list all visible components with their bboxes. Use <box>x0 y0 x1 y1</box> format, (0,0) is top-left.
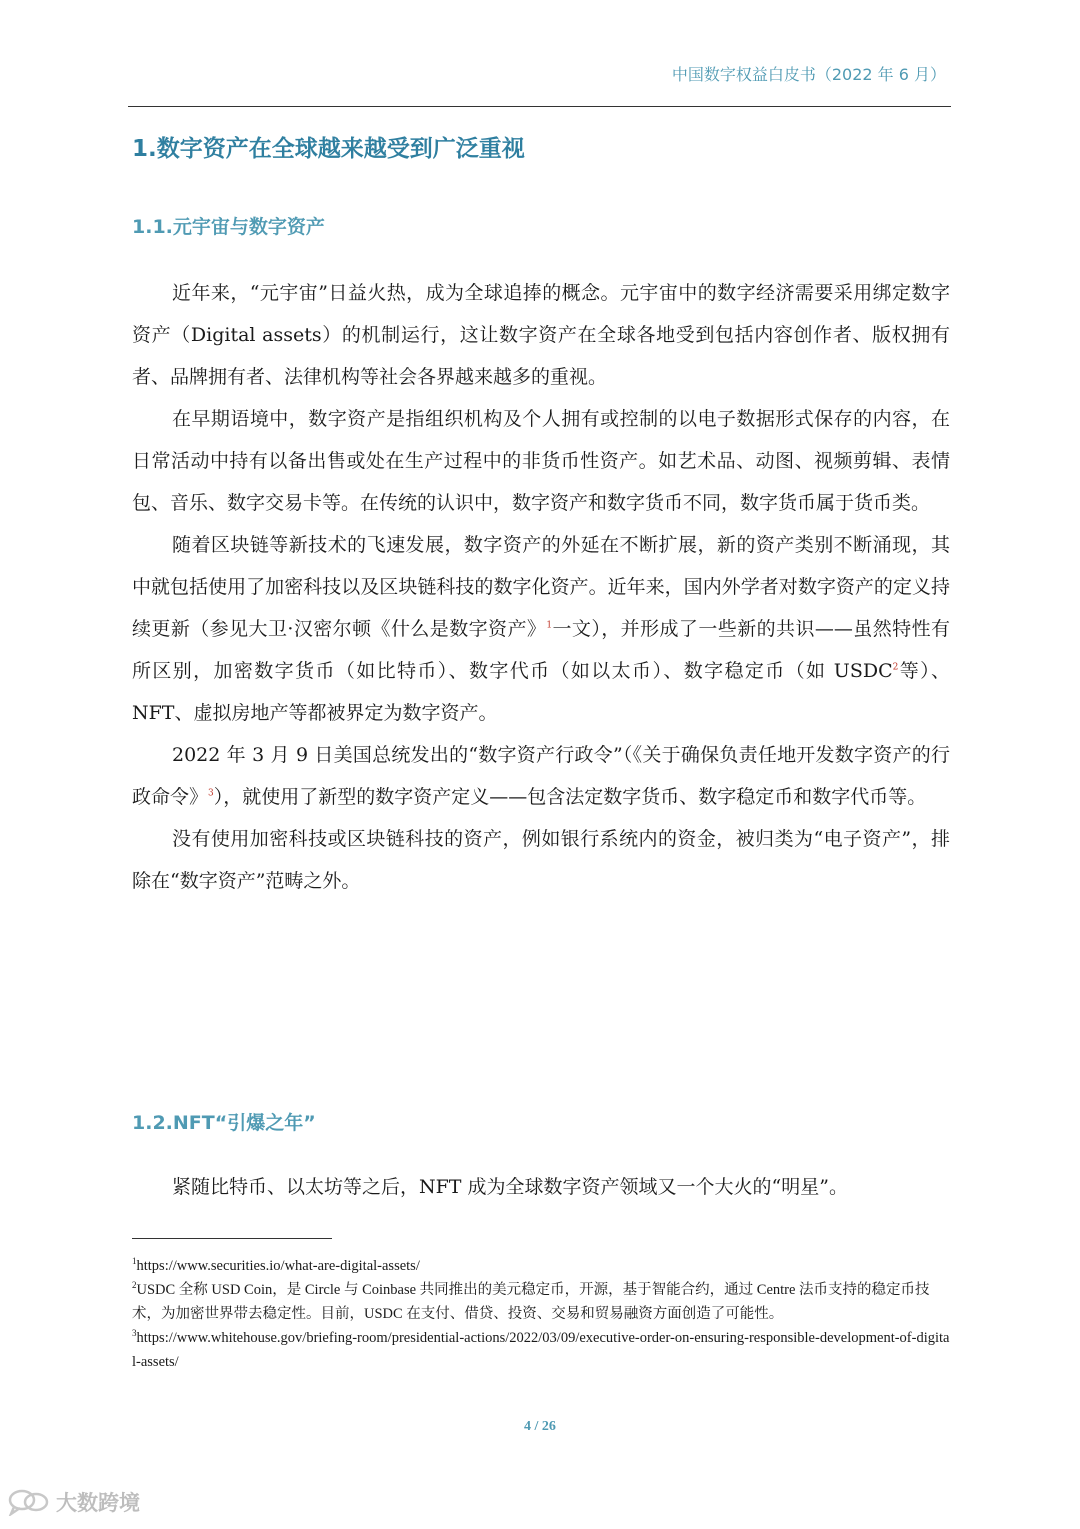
running-header: 中国数字权益白皮书（2022 年 6 月） <box>671 65 946 84</box>
footnote-1: $^1$https://www.securities.io/what-are-digital-assets/ <box>132 1256 420 1274</box>
paragraph: 紧随比特币、以太坊等之后，NFT 成为全球数字资产领域又一个大火的“明星”。 <box>172 1176 848 1198</box>
footnote-3: $^3$https://www.whitehouse.gov/briefing-room/presidential-actions/2022/03/09/executive-order-on-ensuring-responsible-development-of-digital-assets/ <box>132 1328 950 1370</box>
page-number: 4 / 26 <box>524 1419 556 1434</box>
section-1-1-body <box>132 272 950 902</box>
paragraph: 2022 年 3 月 9 日美国总统发出的“数字资产行政令”（《关于确保负责任地开发数字资产的行政命令》$^3$），就使用了新型的数字资产定义——包含法定数字货币、数字稳定币和数字代币等。 <box>132 744 950 808</box>
paragraph: 随着区块链等新技术的飞速发展，数字资产的外延在不断扩展，新的资产类别不断涌现，其中就包括使用了加密科技以及区块链科技的数字化资产。近年来，国内外学者对数字资产的定义持续更新（参见大卫·汉密尔顿《什么是数字资产》$^1$一文），并形成了一些新的共识——虽然特性有所区别，加密数字货币（如比特币）、数字代币（如以太币）、数字稳定币（如 USDC$^2$等）、NFT、虚拟房地产等都被界定为数字资产。 <box>132 534 950 724</box>
footnote-ref[interactable]: 3 <box>208 788 214 799</box>
paragraph: 没有使用加密科技或区块链科技的资产，例如银行系统内的资金，被归类为“电子资产”，排除在“数字资产”范畴之外。 <box>132 828 950 892</box>
footnote-2: $^2$USDC 全称 USD Coin，是 Circle 与 Coinbase 共同推出的美元稳定币，开源，基于智能合约，通过 Centre 法币支持的稳定币技术，为加密世界带去稳定性。目前，USDC 在支付、借贷、投资、交易和贸易融资方面创造了可能性。 <box>132 1280 930 1322</box>
footnotes <box>132 1254 952 1374</box>
paragraph: 近年来，“元宇宙”日益火热，成为全球追捧的概念。元宇宙中的数字经济需要采用绑定数字资产（Digital assets）的机制运行，这让数字资产在全球各地受到包括内容创作者、版权拥有者、品牌拥有者、法律机构等社会各界越来越多的重视。 <box>132 282 950 388</box>
chat-bubbles-icon <box>8 1488 50 1516</box>
footnote-ref[interactable]: 2 <box>892 662 899 673</box>
watermark-text: 大数跨境 <box>56 1491 140 1515</box>
header-divider <box>128 106 951 107</box>
paragraph: 在早期语境中，数字资产是指组织机构及个人拥有或控制的以电子数据形式保存的内容，在日常活动中持有以备出售或处在生产过程中的非货币性资产。如艺术品、动图、视频剪辑、表情包、音乐、数字交易卡等。在传统的认识中，数字资产和数字货币不同，数字货币属于货币类。 <box>132 408 950 514</box>
section-heading-1-1: 1.1.元宇宙与数字资产 <box>132 216 325 238</box>
section-heading-1: 1.数字资产在全球越来越受到广泛重视 <box>132 136 525 162</box>
watermark <box>8 1487 140 1517</box>
section-heading-1-2: 1.2.NFT“引爆之年” <box>132 1112 316 1134</box>
section-1-2-body <box>132 1166 950 1208</box>
footnote-divider <box>132 1238 332 1239</box>
footnote-ref[interactable]: 1 <box>546 620 553 631</box>
